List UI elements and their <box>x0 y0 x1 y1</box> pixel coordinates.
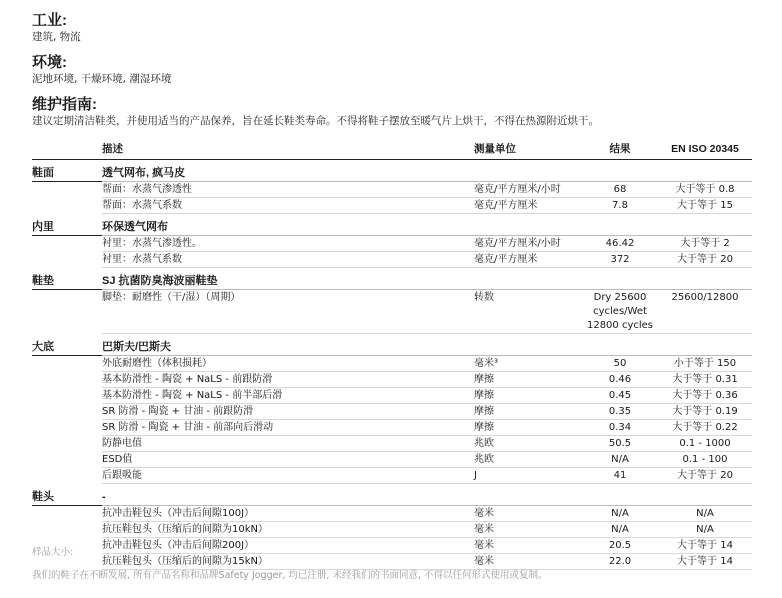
cell-standard: 25600/12800 <box>658 290 752 334</box>
group-label: 大底 <box>32 334 102 356</box>
group-material: - <box>102 484 752 506</box>
header-cell-standard: EN ISO 20345 <box>658 142 752 160</box>
cell-description: 抗压鞋包头（压缩后的间隙为15kN） <box>102 554 474 570</box>
table-row <box>32 522 752 538</box>
table-row <box>32 468 752 484</box>
industry-text: 建筑, 物流 <box>32 31 81 43</box>
table-group-row <box>32 268 752 290</box>
maintenance-title: 维护指南: <box>32 96 97 113</box>
row-spacer <box>32 452 102 468</box>
cell-standard: 小于等于 150 <box>658 356 752 372</box>
row-spacer <box>32 468 102 484</box>
document-header <box>32 12 752 138</box>
cell-description: 帮面：水蒸气渗透性 <box>102 182 474 198</box>
cell-unit: 摩擦 <box>474 372 582 388</box>
cell-description: 防静电值 <box>102 436 474 452</box>
cell-unit: 毫克/平方厘米/小时 <box>474 182 582 198</box>
cell-result: N/A <box>582 452 658 468</box>
cell-unit: 摩擦 <box>474 404 582 420</box>
cell-description: 抗冲击鞋包头（冲击后间隙200J） <box>102 538 474 554</box>
cell-standard: 大于等于 0.31 <box>658 372 752 388</box>
cell-result: N/A <box>582 522 658 538</box>
cell-result: 20.5 <box>582 538 658 554</box>
table-row <box>32 388 752 404</box>
cell-description: 后跟吸能 <box>102 468 474 484</box>
table-group-row <box>32 160 752 182</box>
cell-description: 脚垫：耐磨性（干/湿）（周期） <box>102 290 474 334</box>
footer-disclaimer: 我们的鞋子在不断发展, 所有产品名称和品牌Safety Jogger, 均已注册, 未经我们的书面同意, 不得以任何形式使用或复制。 <box>32 570 548 581</box>
row-spacer <box>32 388 102 404</box>
cell-description: 抗冲击鞋包头（冲击后间隙100J） <box>102 506 474 522</box>
cell-standard: 大于等于 0.8 <box>658 182 752 198</box>
cell-standard: N/A <box>658 506 752 522</box>
table-row <box>32 436 752 452</box>
cell-result: 22.0 <box>582 554 658 570</box>
table-row <box>32 290 752 334</box>
maintenance-text: 建议定期清洁鞋类，并使用适当的产品保养，旨在延长鞋类寿命。不得将鞋子摆放至暖气片上烘干，不得在热源附近烘干。 <box>32 115 599 127</box>
cell-result: 0.46 <box>582 372 658 388</box>
industry-title: 工业: <box>32 12 67 29</box>
cell-description: 衬里：水蒸气渗透性。 <box>102 236 474 252</box>
cell-standard: 大于等于 0.36 <box>658 388 752 404</box>
group-material: 环保透气网布 <box>102 214 752 236</box>
cell-standard: 大于等于 2 <box>658 236 752 252</box>
row-spacer <box>32 236 102 252</box>
cell-unit: 兆欧 <box>474 452 582 468</box>
cell-unit: 毫米 <box>474 506 582 522</box>
table-row <box>32 420 752 436</box>
cell-unit: 毫米³ <box>474 356 582 372</box>
cell-description: 帮面：水蒸气系数 <box>102 198 474 214</box>
cell-unit: 转数 <box>474 290 582 334</box>
table-row <box>32 356 752 372</box>
group-material: 透气网布, 疯马皮 <box>102 160 752 182</box>
table-row <box>32 404 752 420</box>
row-spacer <box>32 420 102 436</box>
row-spacer <box>32 436 102 452</box>
cell-unit: 毫米 <box>474 554 582 570</box>
table-header-row <box>32 142 752 160</box>
cell-unit: 毫克/平方厘米/小时 <box>474 236 582 252</box>
cell-description: 基本防滑性 - 陶瓷 + NaLS - 前半部后滑 <box>102 388 474 404</box>
cell-description: 抗压鞋包头（压缩后的间隙为10kN） <box>102 522 474 538</box>
row-spacer <box>32 182 102 198</box>
table-row <box>32 452 752 468</box>
header-cell-description: 描述 <box>102 142 474 160</box>
group-label: 内里 <box>32 214 102 236</box>
group-material: SJ 抗菌防臭海波丽鞋垫 <box>102 268 752 290</box>
table-row <box>32 538 752 554</box>
cell-unit: 毫米 <box>474 538 582 554</box>
cell-unit: 毫克/平方厘米 <box>474 198 582 214</box>
cell-description: 外底耐磨性（体积损耗） <box>102 356 474 372</box>
row-spacer <box>32 506 102 522</box>
table-row <box>32 372 752 388</box>
cell-standard: 大于等于 20 <box>658 468 752 484</box>
cell-description: 衬里：水蒸气系数 <box>102 252 474 268</box>
table-row <box>32 198 752 214</box>
cell-description: 基本防滑性 - 陶瓷 + NaLS - 前跟防滑 <box>102 372 474 388</box>
cell-result: 0.34 <box>582 420 658 436</box>
cell-description: SR 防滑 - 陶瓷 + 甘油 - 前部向后滑动 <box>102 420 474 436</box>
table-row <box>32 236 752 252</box>
cell-standard: 0.1 - 1000 <box>658 436 752 452</box>
cell-standard: 大于等于 15 <box>658 198 752 214</box>
row-spacer <box>32 372 102 388</box>
table-group-row <box>32 334 752 356</box>
cell-result: 7.8 <box>582 198 658 214</box>
cell-result: 372 <box>582 252 658 268</box>
cell-unit: J <box>474 468 582 484</box>
cell-unit: 摩擦 <box>474 388 582 404</box>
environment-title: 环境: <box>32 54 67 71</box>
header-cell-result: 结果 <box>582 142 658 160</box>
cell-standard: 大于等于 14 <box>658 538 752 554</box>
cell-description: ESD值 <box>102 452 474 468</box>
row-spacer <box>32 290 102 334</box>
environment-text: 泥地环境, 干燥环境, 潮湿环境 <box>32 73 172 85</box>
cell-result: 50 <box>582 356 658 372</box>
cell-standard: 大于等于 0.19 <box>658 404 752 420</box>
group-label: 鞋垫 <box>32 268 102 290</box>
cell-result: Dry 25600 cycles/Wet 12800 cycles <box>582 290 658 334</box>
cell-result: 0.45 <box>582 388 658 404</box>
table-group-row <box>32 484 752 506</box>
cell-result: 68 <box>582 182 658 198</box>
cell-result: 0.35 <box>582 404 658 420</box>
cell-unit: 毫克/平方厘米 <box>474 252 582 268</box>
cell-standard: 大于等于 14 <box>658 554 752 570</box>
cell-result: 41 <box>582 468 658 484</box>
row-spacer <box>32 252 102 268</box>
header-cell-label <box>32 142 102 160</box>
table-group-row <box>32 214 752 236</box>
row-spacer <box>32 198 102 214</box>
cell-standard: 0.1 - 100 <box>658 452 752 468</box>
spec-table <box>32 142 752 570</box>
table-row <box>32 182 752 198</box>
group-material: 巴斯夫/巴斯夫 <box>102 334 752 356</box>
row-spacer <box>32 404 102 420</box>
cell-description: SR 防滑 - 陶瓷 + 甘油 - 前跟防滑 <box>102 404 474 420</box>
cell-unit: 毫米 <box>474 522 582 538</box>
cell-standard: 大于等于 20 <box>658 252 752 268</box>
cell-standard: N/A <box>658 522 752 538</box>
cell-standard: 大于等于 0.22 <box>658 420 752 436</box>
sample-size-label: 样品大小: <box>32 547 74 558</box>
table-row <box>32 506 752 522</box>
row-spacer <box>32 356 102 372</box>
group-label: 鞋面 <box>32 160 102 182</box>
cell-result: N/A <box>582 506 658 522</box>
cell-result: 50.5 <box>582 436 658 452</box>
row-spacer <box>32 522 102 538</box>
group-label: 鞋头 <box>32 484 102 506</box>
cell-result: 46.42 <box>582 236 658 252</box>
table-row <box>32 252 752 268</box>
cell-unit: 兆欧 <box>474 436 582 452</box>
cell-unit: 摩擦 <box>474 420 582 436</box>
header-cell-unit: 测量单位 <box>474 142 582 160</box>
